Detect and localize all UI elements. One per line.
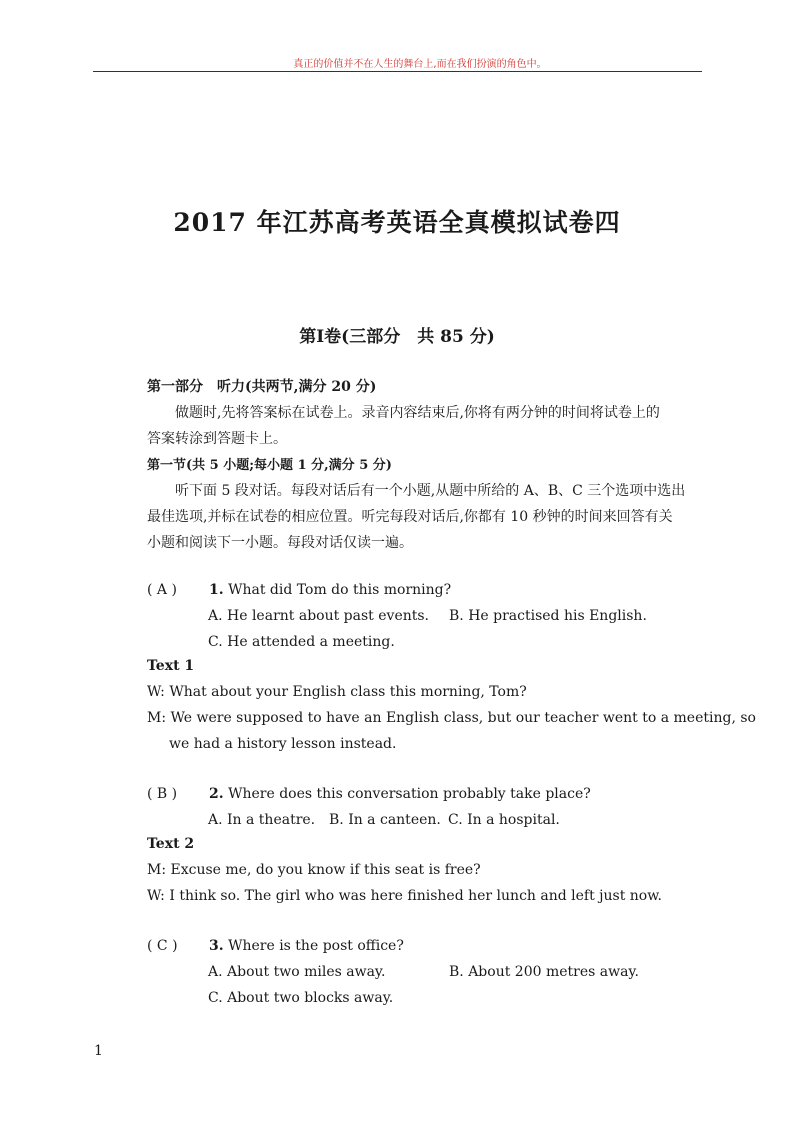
- question-2-answer: ( B ): [147, 786, 178, 802]
- text-1-line: M: We were supposed to have an English class, but our teacher went to a meeting, so: [147, 710, 756, 726]
- question-1-text: What did Tom do this morning?: [228, 582, 452, 598]
- question-1: [147, 582, 451, 598]
- question-1-option-c: C. He attended a meeting.: [208, 634, 395, 650]
- text-1-line: W: What about your English class this morning, Tom?: [147, 684, 527, 700]
- question-3-text: Where is the post office?: [228, 938, 404, 954]
- section1-line: 小题和阅读下一小题。每段对话仅读一遍。: [147, 535, 413, 551]
- text-2-line: W: I think so. The girl who was here finished her lunch and left just now.: [147, 888, 663, 904]
- question-2-option-a: A. In a theatre.: [208, 812, 316, 828]
- section1-line: 最佳选项,并标在试卷的相应位置。听完每段对话后,你都有 10 秒钟的时间来回答有关: [147, 509, 673, 525]
- page-number: 1: [94, 1043, 103, 1059]
- part1-heading: 第一部分 听力(共两节,满分 20 分): [147, 379, 377, 395]
- instruction-line: 做题时,先将答案标在试卷上。录音内容结束后,你将有两分钟的时间将试卷上的: [175, 405, 660, 421]
- question-3-option-a: A. About two miles away.: [208, 964, 386, 980]
- question-3-option-b: B. About 200 metres away.: [449, 964, 639, 980]
- section1-line: 听下面 5 段对话。每段对话后有一个小题,从题中所给的 A、B、C 三个选项中选出: [175, 483, 686, 499]
- question-1-option-a: A. He learnt about past events.: [208, 608, 430, 624]
- volume-title: 第Ⅰ卷(三部分 共 85 分): [299, 327, 495, 347]
- question-3-number: 3.: [209, 938, 224, 954]
- header-divider: [93, 71, 702, 72]
- text-1-line: we had a history lesson instead.: [169, 736, 397, 752]
- question-2-option-c: C. In a hospital.: [448, 812, 560, 828]
- question-3-option-c: C. About two blocks away.: [208, 990, 394, 1006]
- question-3: [147, 938, 404, 954]
- question-1-option-b: B. He practised his English.: [449, 608, 647, 624]
- instruction-line: 答案转涂到答题卡上。: [147, 431, 287, 447]
- question-2-option-b: B. In a canteen.: [329, 812, 441, 828]
- question-2: [147, 786, 591, 802]
- text-2-line: M: Excuse me, do you know if this seat is free?: [147, 862, 481, 878]
- header-motto: 真正的价值并不在人生的舞台上,而在我们扮演的角色中。: [293, 59, 547, 70]
- question-2-text: Where does this conversation probably take place?: [228, 786, 591, 802]
- page-title: 2017 年江苏高考英语全真模拟试卷四: [173, 208, 621, 237]
- section1-heading: 第一节(共 5 小题;每小题 1 分,满分 5 分): [147, 458, 392, 473]
- text-2-label: Text 2: [147, 836, 195, 852]
- question-1-answer: ( A ): [147, 582, 177, 598]
- question-2-number: 2.: [209, 786, 224, 802]
- question-3-answer: ( C ): [147, 938, 178, 954]
- text-1-label: Text 1: [147, 658, 195, 674]
- question-1-number: 1.: [209, 582, 224, 598]
